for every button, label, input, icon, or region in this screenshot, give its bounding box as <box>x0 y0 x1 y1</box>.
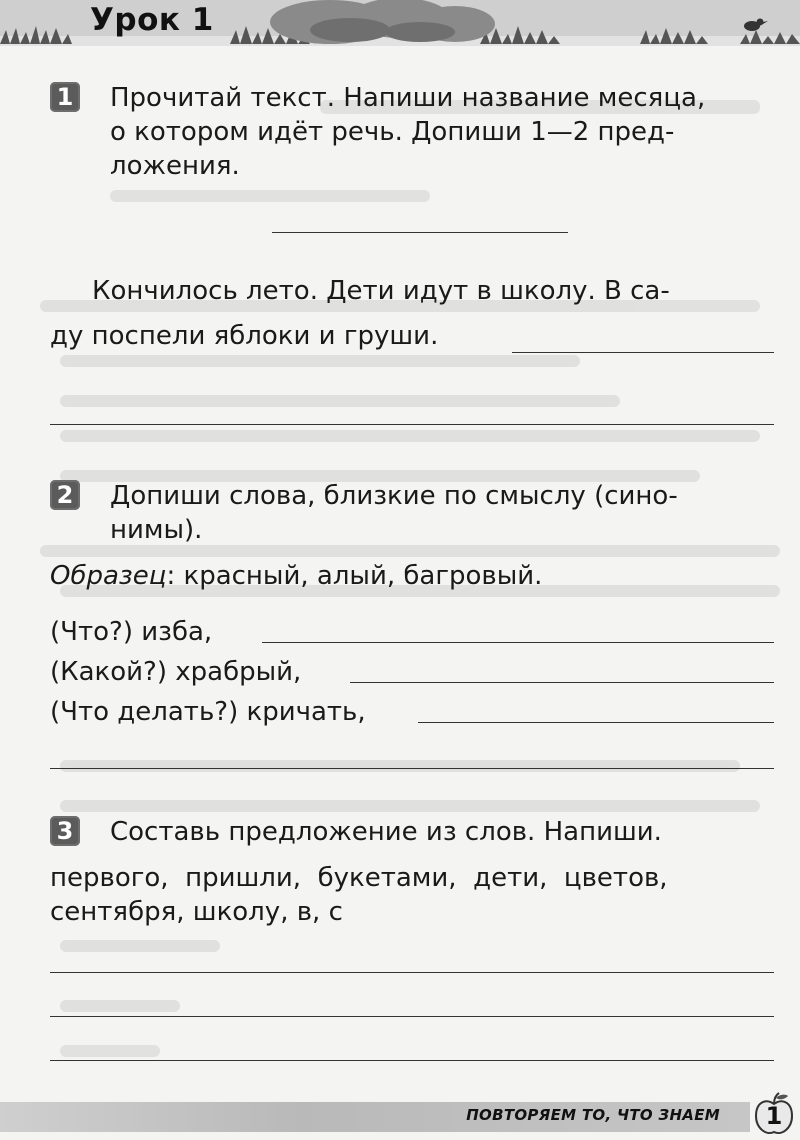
task-1-instruction-line-2: о котором идёт речь. Допиши 1—2 пред- <box>110 117 675 147</box>
task-3-answer-line-2[interactable] <box>50 1016 774 1017</box>
task-2-item-2 <box>50 656 301 689</box>
task-2-example-label: Образец <box>50 561 167 591</box>
task-2-example <box>50 560 542 593</box>
task-2-instruction-line-2: нимы). <box>110 515 203 545</box>
task-2-instruction-line-1: Допиши слова, близкие по смыслу (сино- <box>110 481 678 511</box>
task-3-answer-line-3[interactable] <box>50 1060 774 1061</box>
task-2-item-3 <box>50 696 366 729</box>
task-1-answer-line-2[interactable] <box>50 424 774 425</box>
task-2-item-2-answer-line[interactable] <box>350 682 774 683</box>
task-2-item-1-question: (Что?) <box>50 617 133 647</box>
task-1-text-line-1: Кончилось лето. Дети идут в школу. В са- <box>92 276 670 306</box>
task-3-words-line-2: сентября, школу, в, с <box>50 897 343 927</box>
task-2-example-text: : красный, алый, багровый. <box>166 561 543 591</box>
task-2-item-3-answer-line[interactable] <box>418 722 774 723</box>
lesson-title: Урок 1 <box>90 2 214 38</box>
task-2-item-1-word: изба, <box>141 617 213 647</box>
footer-section-title: ПОВТОРЯЕМ ТО, ЧТО ЗНАЕМ <box>466 1106 720 1124</box>
task-1-title-answer-line[interactable] <box>272 232 568 233</box>
task-2-badge: 2 <box>50 480 80 510</box>
task-1-answer-line-1[interactable] <box>512 352 774 353</box>
page-footer <box>0 1090 800 1140</box>
task-2-item-1 <box>50 616 212 649</box>
task-3-instruction: Составь предложение из слов. Напиши. <box>110 817 662 847</box>
task-2-item-1-answer-line[interactable] <box>262 642 774 643</box>
task-1-text-line-2: ду поспели яблоки и груши. <box>50 321 439 351</box>
task-2-item-2-question: (Какой?) <box>50 657 167 687</box>
page-number-apple <box>752 1092 796 1136</box>
task-1-badge: 1 <box>50 82 80 112</box>
task-2-item-3-question: (Что делать?) <box>50 697 239 727</box>
task-3-badge: 3 <box>50 816 80 846</box>
task-2-extra-answer-line[interactable] <box>50 768 774 769</box>
page-number: 1 <box>765 1102 783 1130</box>
task-2-item-2-word: храбрый, <box>175 657 302 687</box>
task-1-instruction-line-3: ложения. <box>110 151 240 181</box>
task-3-words-line-1: первого, пришли, букетами, дети, цветов, <box>50 863 668 893</box>
page-header <box>0 0 800 48</box>
task-2-item-3-word: кричать, <box>246 697 366 727</box>
task-3-answer-line-1[interactable] <box>50 972 774 973</box>
task-1-instruction-line-1: Прочитай текст. Напиши название месяца, <box>110 83 706 113</box>
